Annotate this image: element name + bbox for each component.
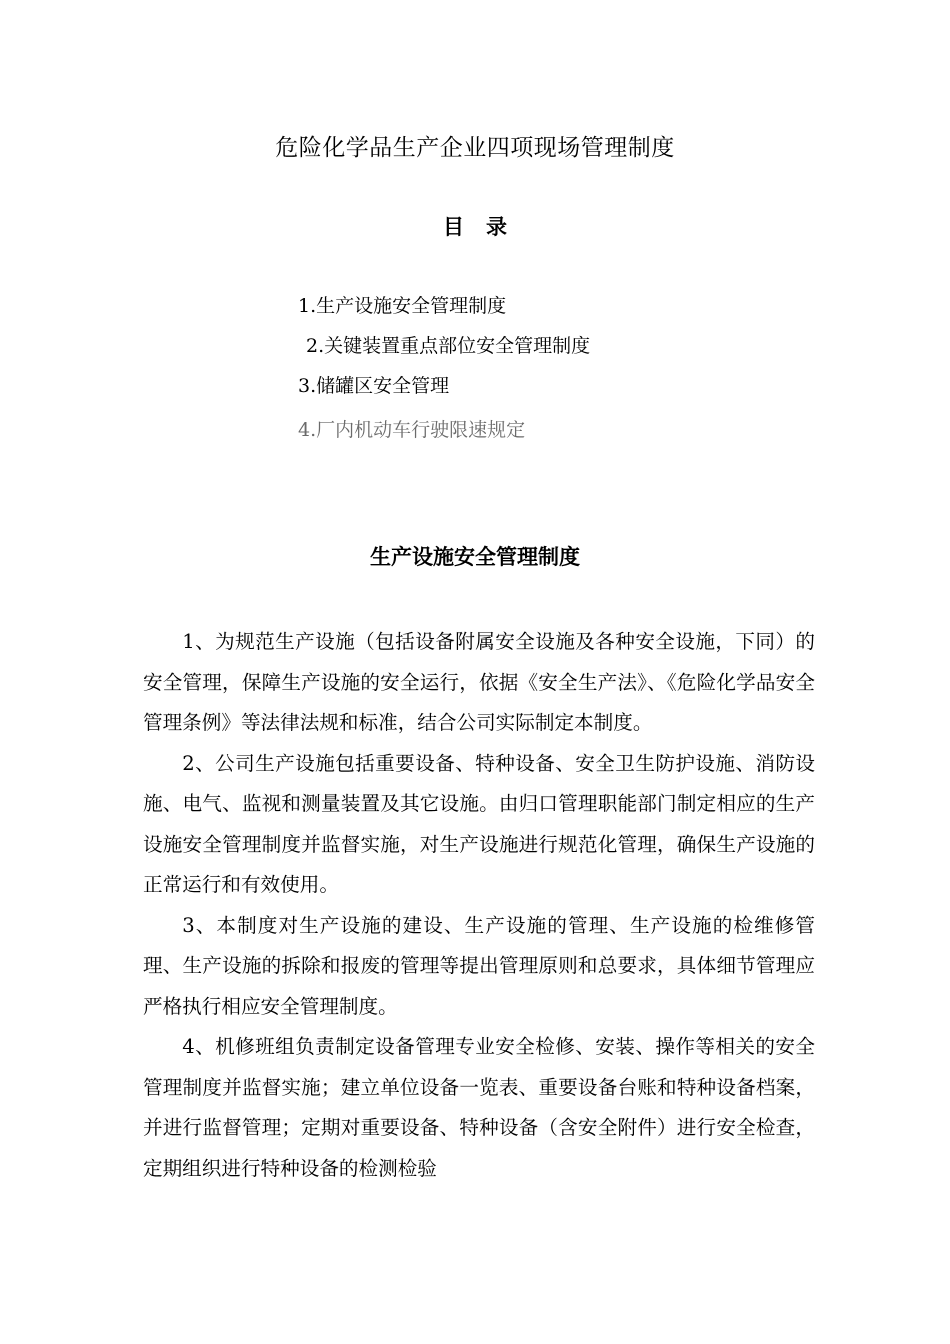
document-title: 危险化学品生产企业四项现场管理制度: [275, 135, 675, 161]
toc-item-1[interactable]: 1.生产设施安全管理制度: [298, 295, 507, 317]
toc-heading-char-2: 录: [486, 215, 507, 239]
paragraph-4: 4、机修班组负责制定设备管理专业安全检修、安装、操作等相关的安全管理制度并监督实施；建立单位设备一览表、重要设备台账和特种设备档案，并进行监督管理；定期对重要设备、特种设备（含安全附件）进行安全检查，定期组织进行特种设备的检测检验: [143, 1035, 815, 1180]
toc-item-4[interactable]: 4.厂内机动车行驶限速规定: [298, 419, 526, 441]
toc-item-3[interactable]: 3.储罐区安全管理: [298, 375, 450, 397]
section-body: [143, 622, 815, 1189]
section-title: 生产设施安全管理制度: [370, 544, 580, 569]
toc-heading: [0, 212, 950, 242]
paragraph-1: 1、为规范生产设施（包括设备附属安全设施及各种安全设施，下同）的安全管理，保障生产设施的安全运行，依据《安全生产法》、《危险化学品安全管理条例》等法律法规和标准，结合公司实际制定本制度。: [143, 630, 815, 734]
paragraph-3: 3、本制度对生产设施的建设、生产设施的管理、生产设施的检维修管理、生产设施的拆除和报废的管理等提出管理原则和总要求，具体细节管理应严格执行相应安全管理制度。: [143, 913, 815, 1018]
paragraph-2: 2、公司生产设施包括重要设备、特种设备、安全卫生防护设施、消防设施、电气、监视和测量装置及其它设施。由归口管理职能部门制定相应的生产设施安全管理制度并监督实施，对生产设施进行规范化管理，确保生产设施的正常运行和有效使用。: [143, 751, 815, 896]
toc-item-2[interactable]: 2.关键装置重点部位安全管理制度: [306, 335, 591, 357]
toc-heading-char-1: 目: [443, 215, 464, 239]
